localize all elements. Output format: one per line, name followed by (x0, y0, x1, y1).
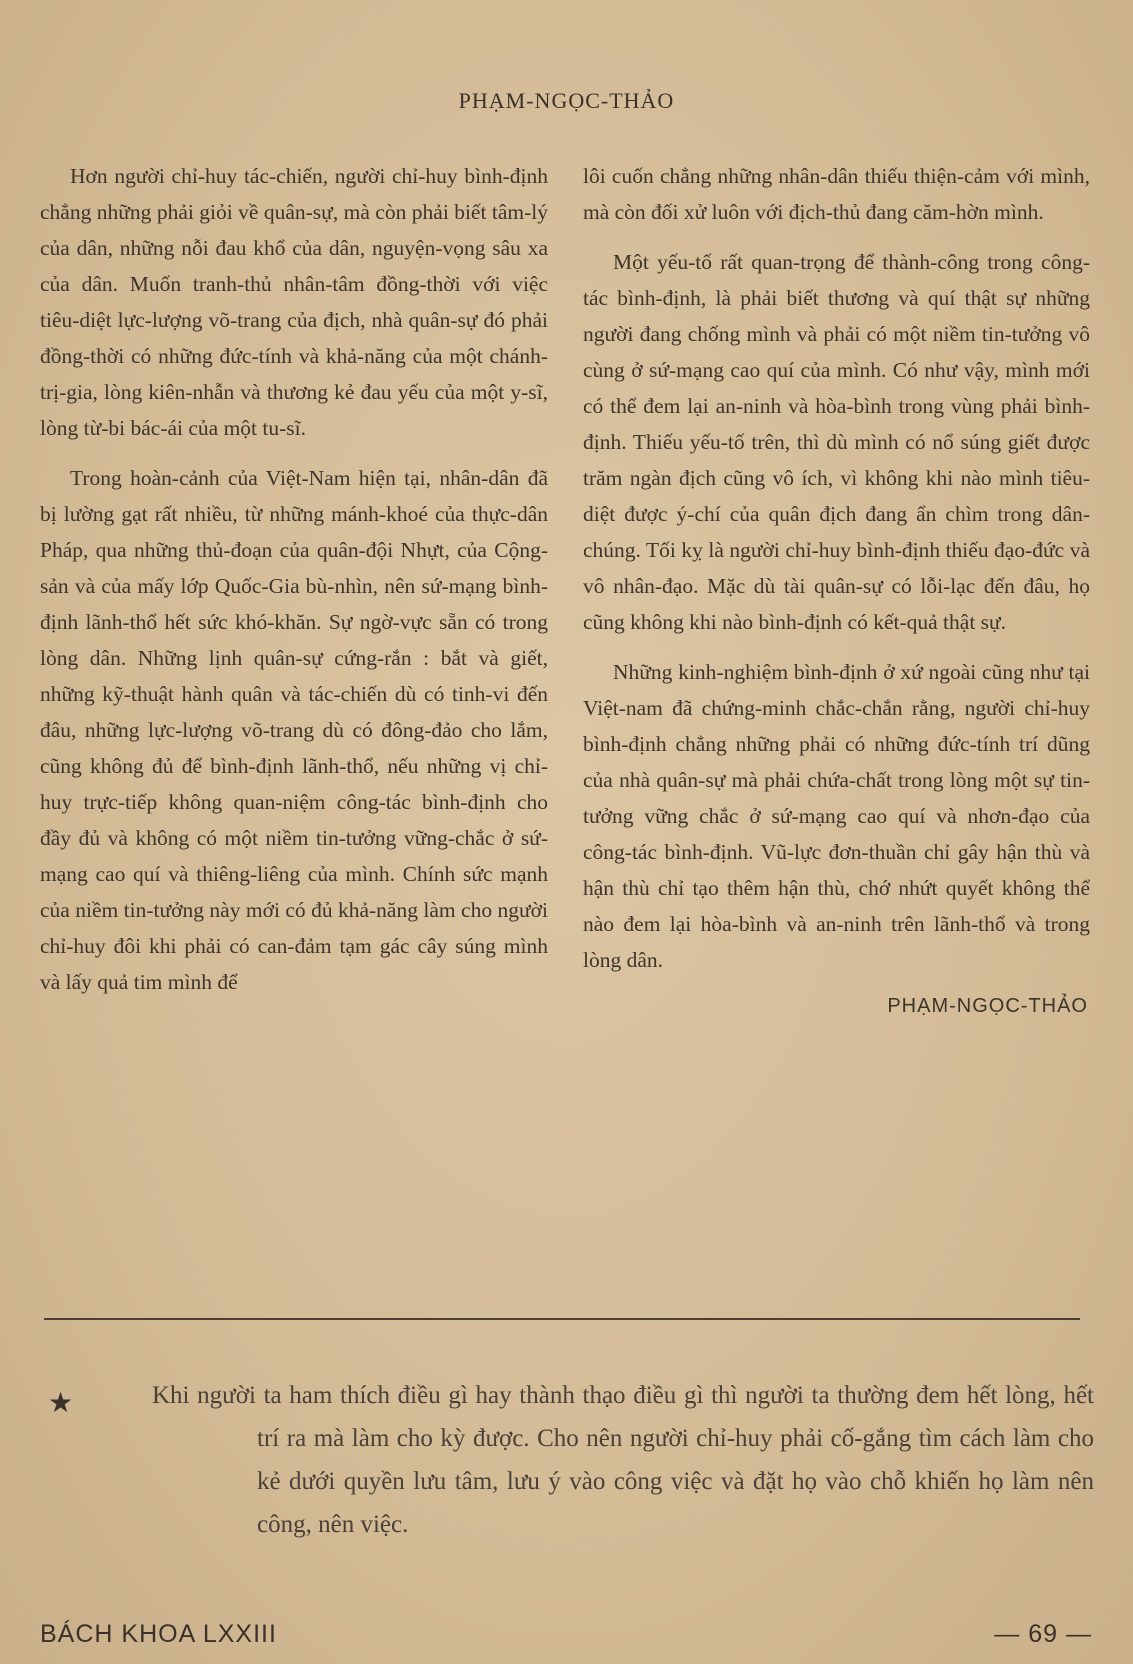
paragraph: Một yếu-tố rất quan-trọng để thành-công trong công-tác bình-định, là phải biết thương và quí thật sự những người đang chống mình và phải có một niềm tin-tưởng vô cùng ở sứ-mạng cao quí của mình. Có như vậy, mình mới có thể đem lại an-ninh và hòa-bình trong vùng phải bình-định. Thiếu yếu-tố trên, thì dù mình có nổ súng giết được trăm ngàn địch cũng vô ích, vì không khi nào mình tiêu-diệt được ý-chí của quân địch đang ẩn chìm trong dân-chúng. Tối kỵ là người chỉ-huy bình-định thiếu đạo-đức và vô nhân-đạo. Mặc dù tài quân-sự có lỗi-lạc đến đâu, họ cũng không khi nào bình-định có kết-quả thật sự. (583, 250, 1090, 634)
page-number: — 69 — (994, 1620, 1092, 1648)
running-head: PHẠM-NGỌC-THẢO (458, 88, 675, 113)
paragraph: Những kinh-nghiệm bình-định ở xứ ngoài cũng như tại Việt-nam đã chứng-minh chắc-chắn rằng, người chỉ-huy bình-định chẳng những phải có những đức-tính trí dũng của nhà quân-sự mà phải chứa-chất trong lòng một sự tin-tưởng vững chắc ở sứ-mạng cao quí và nhơn-đạo của công-tác bình-định. Vũ-lực đơn-thuần chỉ gây hận thù và hận thù chỉ tạo thêm hận thù, chớ nhứt quyết không thể nào đem lại hòa-bình và an-ninh trên lãnh-thổ và trong lòng dân. (583, 660, 1090, 972)
right-column (583, 158, 1090, 1024)
quote-block (48, 1374, 1094, 1546)
paragraph: Hơn người chỉ-huy tác-chiến, người chỉ-huy bình-định chẳng những phải giỏi về quân-sự, mà còn phải biết tâm-lý của dân, những nỗi đau khổ của dân, nguyện-vọng sâu xa của dân. Muốn tranh-thủ nhân-tâm đồng-thời với việc tiêu-diệt lực-lượng võ-trang của địch, nhà quân-sự đó phải đồng-thời có những đức-tính và khả-năng của một chánh-trị-gia, lòng kiên-nhẫn và thương kẻ đau yếu của một y-sĩ, lòng từ-bi bác-ái của một tu-sĩ. (40, 164, 548, 440)
left-column (40, 158, 548, 1014)
author-signature: PHẠM-NGỌC-THẢO (887, 995, 1088, 1017)
paragraph: lôi cuốn chẳng những nhân-dân thiếu thiện-cảm với mình, mà còn đối xử luôn với địch-thủ đang căm-hờn mình. (583, 164, 1090, 224)
paragraph: Trong hoàn-cảnh của Việt-Nam hiện tại, nhân-dân đã bị lường gạt rất nhiều, từ những mánh-khoé của thực-dân Pháp, qua những thủ-đoạn của quân-đội Nhựt, của Cộng-sản và của mấy lớp Quốc-Gia bù-nhìn, nên sứ-mạng bình-định lãnh-thổ hết sức khó-khăn. Sự ngờ-vực sẵn có trong lòng dân. Những lịnh quân-sự cứng-rắn : bắt và giết, những kỹ-thuật hành quân và tác-chiến dù có tinh-vi đến đâu, những lực-lượng võ-trang dù có đông-đảo cho lắm, cũng không đủ để bình-định lãnh-thổ, nếu những vị chỉ-huy trực-tiếp không quan-niệm công-tác bình-định cho đầy đủ và không có một niềm tin-tưởng vững-chắc ở sứ-mạng cao quí và thiêng-liêng của mình. Chính sức mạnh của niềm tin-tưởng này mới có đủ khả-năng làm cho người chỉ-huy đôi khi phải có can-đảm tạm gác cây súng mình và lấy quả tim mình để (40, 466, 548, 994)
divider-rule (44, 1318, 1080, 1320)
quote-text: Khi người ta ham thích điều gì hay thành thạo điều gì thì người ta thường đem hết lòng, hết trí ra mà làm cho kỳ được. Cho nên người chỉ-huy phải cố-gắng tìm cách làm cho kẻ dưới quyền lưu tâm, lưu ý vào công việc và đặt họ vào chỗ khiến họ làm nên công, nên việc. (152, 1382, 1094, 1538)
publication-title: BÁCH KHOA LXXIII (40, 1620, 277, 1648)
star-icon: ★ (48, 1388, 74, 1419)
